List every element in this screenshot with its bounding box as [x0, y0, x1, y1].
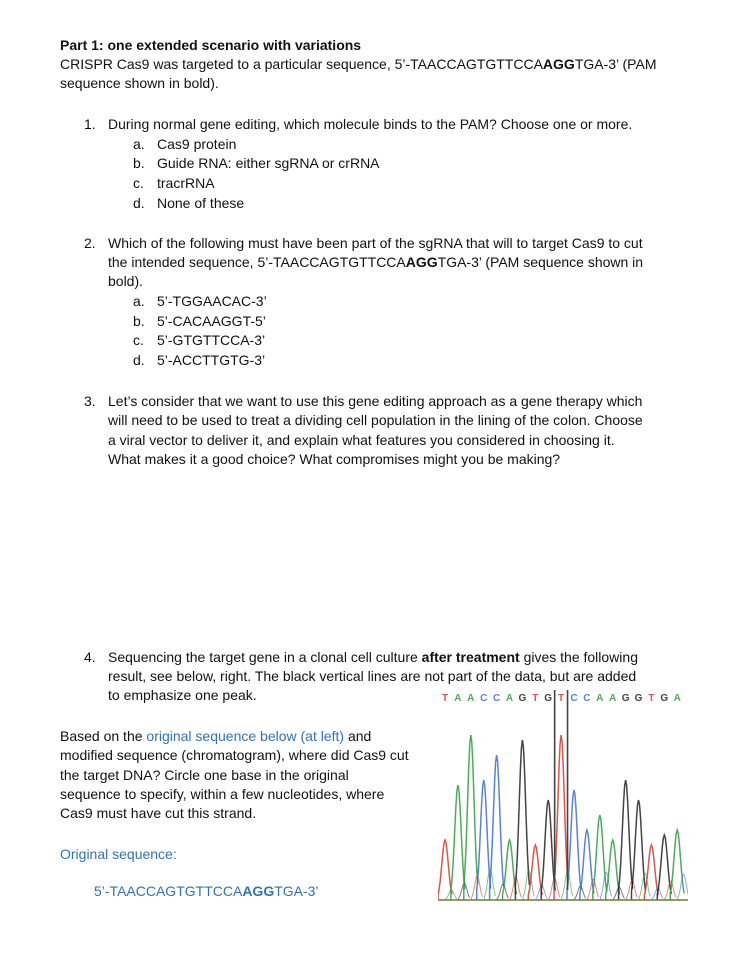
q2-line-3: bold). — [108, 273, 144, 289]
q4-line-1: Sequencing the target gene in a clonal cell culture after treatment gives the following — [108, 649, 638, 665]
q4-para-line-3: the target DNA? Circle one base in the original — [60, 767, 349, 783]
q3-line-3: a viral vector to deliver it, and explain what features you considered in choosing it. — [108, 432, 615, 448]
q2-option-a-letter: a. — [133, 293, 145, 309]
base-call-label: C — [492, 693, 501, 704]
base-peak — [528, 845, 542, 900]
base-call-label: G — [621, 693, 630, 704]
q4-para-line-1: Based on the original sequence below (at left) and — [60, 728, 372, 744]
intro-line-2: sequence shown in bold). — [60, 75, 219, 91]
base-peak — [606, 840, 620, 900]
base-call-label: C — [583, 693, 591, 704]
q3-line-4: What makes it a good choice? What compromises might you be making? — [108, 451, 561, 467]
base-peak — [593, 815, 607, 900]
base-peak — [644, 845, 658, 900]
q2-line-2: the intended sequence, 5’-TAACCAGTGTTCCAAGGTGA-3’ (PAM sequence shown in — [108, 254, 644, 270]
base-call-label: T — [532, 693, 539, 704]
q4-para-line-2: modified sequence (chromatogram), where did Cas9 cut — [60, 747, 409, 763]
q1-number: 1. — [84, 116, 96, 132]
q2-line-1: Which of the following must have been part of the sgRNA that will to target Cas9 to cut — [108, 235, 643, 251]
base-peak — [503, 840, 517, 900]
q1-option-a: Cas9 protein — [157, 136, 237, 152]
q2-option-d: 5’-ACCTTGTG-3’ — [157, 352, 266, 368]
base-call-label: G — [518, 693, 527, 704]
base-call-label: G — [660, 693, 669, 704]
base-call-label: A — [596, 693, 604, 704]
q1-option-b: Guide RNA: either sgRNA or crRNA — [157, 155, 380, 171]
base-call-label: A — [505, 693, 514, 704]
q2-option-c-letter: c. — [133, 332, 144, 348]
base-peak — [670, 830, 684, 900]
q4-line-3: to emphasize one peak. — [108, 687, 257, 703]
base-call-label: A — [609, 693, 617, 704]
q3-line-2: will need to be used to treat a dividing cell population in the lining of the colon. Choose — [108, 412, 643, 428]
q3-number: 3. — [84, 393, 96, 409]
base-call-label: A — [673, 693, 681, 704]
original-sequence-reference: original sequence below (at left) — [146, 728, 345, 744]
q1-option-d: None of these — [157, 195, 245, 211]
q2-option-b: 5’-CACAAGGT-5’ — [157, 313, 266, 329]
base-call-label: T — [441, 693, 449, 704]
base-call-label: T — [558, 693, 565, 704]
q1-text: During normal gene editing, which molecule binds to the PAM? Choose one or more. — [108, 116, 633, 132]
base-peak — [490, 755, 504, 900]
original-sequence-label: Original sequence: — [60, 846, 177, 862]
q4-para-line-5: Cas9 must have cut this strand. — [60, 805, 257, 821]
q2-option-b-letter: b. — [133, 313, 145, 329]
part-heading: Part 1: one extended scenario with variations — [60, 37, 362, 53]
q3-line-1: Let’s consider that we want to use this gene editing approach as a gene therapy which — [108, 393, 643, 409]
base-call-label: A — [454, 693, 462, 704]
intro-line-1: CRISPR Cas9 was targeted to a particular sequence, 5’-TAACCAGTGTTCCAAGGTGA-3’ (PAM — [60, 56, 657, 72]
base-peak — [541, 800, 555, 900]
q2-option-c: 5’-GTGTTCCA-3’ — [157, 332, 266, 348]
q1-option-c-letter: c. — [133, 175, 144, 191]
chromatogram — [438, 690, 688, 902]
q1-option-b-letter: b. — [133, 155, 145, 171]
q1-option-a-letter: a. — [133, 136, 145, 152]
base-call-label: T — [648, 693, 655, 704]
original-sequence[interactable]: 5’-TAACCAGTGTTCCAAGGTGA-3’ — [94, 883, 319, 899]
base-call-label: G — [544, 693, 553, 704]
base-call-label: C — [480, 693, 488, 704]
q1-option-d-letter: d. — [133, 195, 145, 211]
q4-line-2: result, see below, right. The black vertical lines are not part of the data, but are added — [108, 668, 637, 684]
base-peak — [451, 785, 465, 900]
base-call-label: A — [467, 693, 475, 704]
base-peak — [464, 735, 478, 900]
base-peak — [567, 790, 581, 900]
q4-number: 4. — [84, 649, 96, 665]
q1-option-c: tracrRNA — [157, 175, 215, 191]
q4-para-line-4: sequence to specify, within a few nucleotides, where — [60, 786, 385, 802]
q2-number: 2. — [84, 235, 96, 251]
base-call-label: C — [570, 693, 578, 704]
base-call-label: G — [634, 693, 643, 704]
q2-option-d-letter: d. — [133, 352, 145, 368]
q2-option-a: 5’-TGGAACAC-3’ — [157, 293, 267, 309]
